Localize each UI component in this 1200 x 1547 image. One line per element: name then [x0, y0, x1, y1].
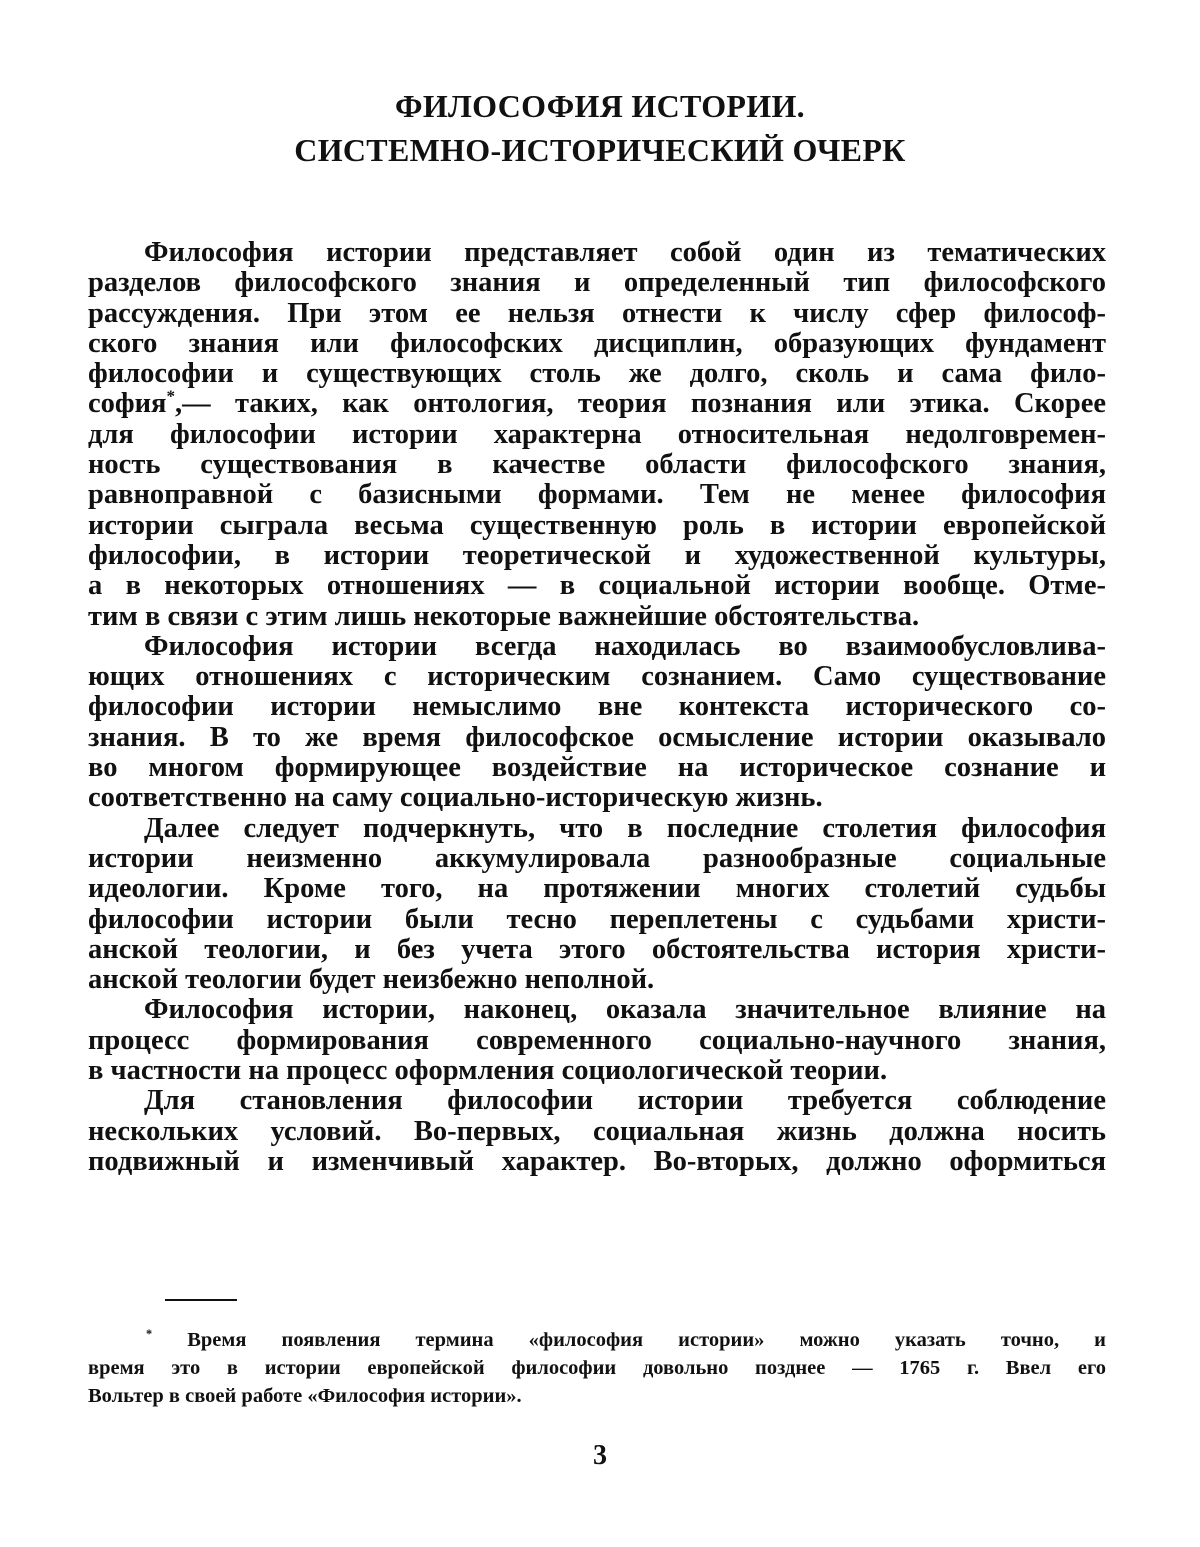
body-text: [88, 238, 1106, 1177]
text-line: в частности на процесс оформления социологической теории.: [88, 1055, 888, 1087]
paragraph-3: [88, 814, 1106, 996]
text-line: Философия истории, наконец, оказала значительное влияние на: [144, 994, 1106, 1026]
footnote-separator: [165, 1299, 237, 1301]
paragraph-1: [88, 238, 1106, 632]
text-line: для философии истории характерна относительная недолговремен-: [88, 418, 1106, 450]
footnote-line: [88, 1326, 1106, 1354]
text-line: идеологии. Кроме того, на протяжении многих столетий судьбы: [88, 873, 1106, 905]
text-line: равноправной с базисными формами. Тем не менее философия: [88, 479, 1106, 511]
footnote-ref-marker[interactable]: *: [166, 386, 176, 406]
text-segment: Время появления термина «философия истории» можно указать точно, и: [187, 1329, 1106, 1351]
paragraph-2: [88, 632, 1106, 814]
text-line-with-footnote-ref: [88, 386, 1106, 420]
text-line: ского знания или философских дисциплин, образующих фундамент: [88, 327, 1106, 359]
text-segment: ,— таких, как онтология, теория познания или этика. Скорее: [175, 388, 1106, 420]
text-line: истории неизменно аккумулировала разнообразные социальные: [88, 842, 1106, 874]
text-line: во многом формирующее воздействие на историческое сознание и: [88, 752, 1106, 784]
chapter-title-line-2: СИСТЕМНО-ИСТОРИЧЕСКИЙ ОЧЕРК: [294, 132, 906, 168]
text-line: нескольких условий. Во-первых, социальная жизнь должна носить: [88, 1115, 1106, 1147]
text-line: философии, в истории теоретической и художественной культуры,: [88, 539, 1106, 571]
footnote-line: время это в истории европейской философии довольно позднее — 1765 г. Ввел его: [88, 1357, 1106, 1379]
text-line: а в некоторых отношениях — в социальной истории вообще. Отме-: [88, 570, 1106, 602]
page-number: 3: [593, 1440, 607, 1471]
text-line: философии и существующих столь же долго, сколь и сама фило-: [88, 358, 1106, 390]
text-line: Философия истории представляет собой один из тематических: [144, 237, 1106, 268]
text-line: философии истории немыслимо вне контекста исторического со-: [88, 691, 1106, 723]
text-line: анской теологии, и без учета этого обстоятельства история христи-: [88, 933, 1106, 965]
footnote: [88, 1326, 1106, 1410]
text-line: ность существования в качестве области философского знания,: [88, 449, 1106, 481]
text-line: соответственно на саму социально-историческую жизнь.: [88, 782, 823, 814]
chapter-title: [0, 84, 1200, 172]
text-line: Для становления философии истории требуется соблюдение: [144, 1085, 1106, 1117]
footnote-marker: *: [146, 1327, 153, 1342]
text-line: истории сыграла весьма существенную роль в истории европейской: [88, 509, 1106, 541]
text-line: Философия истории всегда находилась во взаимообусловлива-: [144, 630, 1106, 662]
text-line: ющих отношениях с историческим сознанием. Само существование: [88, 661, 1106, 693]
text-line: рассуждения. При этом ее нельзя отнести к числу сфер философ-: [88, 297, 1106, 329]
text-line: знания. В то же время философское осмысление истории оказывало: [88, 721, 1106, 753]
paragraph-5: [88, 1086, 1106, 1177]
text-line: философии истории были тесно переплетены с судьбами христи-: [88, 903, 1106, 935]
footnote-line: Вольтер в своей работе «Философия истории».: [88, 1385, 522, 1407]
text-line: процесс формирования современного социально-научного знания,: [88, 1024, 1106, 1056]
text-line: тим в связи с этим лишь некоторые важнейшие обстоятельства.: [88, 600, 920, 632]
chapter-title-line-1: ФИЛОСОФИЯ ИСТОРИИ.: [395, 88, 805, 124]
text-line: анской теологии будет неизбежно неполной.: [88, 964, 655, 996]
text-segment: софия: [88, 388, 167, 420]
text-line: Далее следует подчеркнуть, что в последние столетия философия: [144, 812, 1106, 844]
text-line: разделов философского знания и определенный тип философского: [88, 267, 1106, 299]
text-line: подвижный и изменчивый характер. Во-вторых, должно оформиться: [88, 1145, 1106, 1177]
paragraph-4: [88, 995, 1106, 1086]
